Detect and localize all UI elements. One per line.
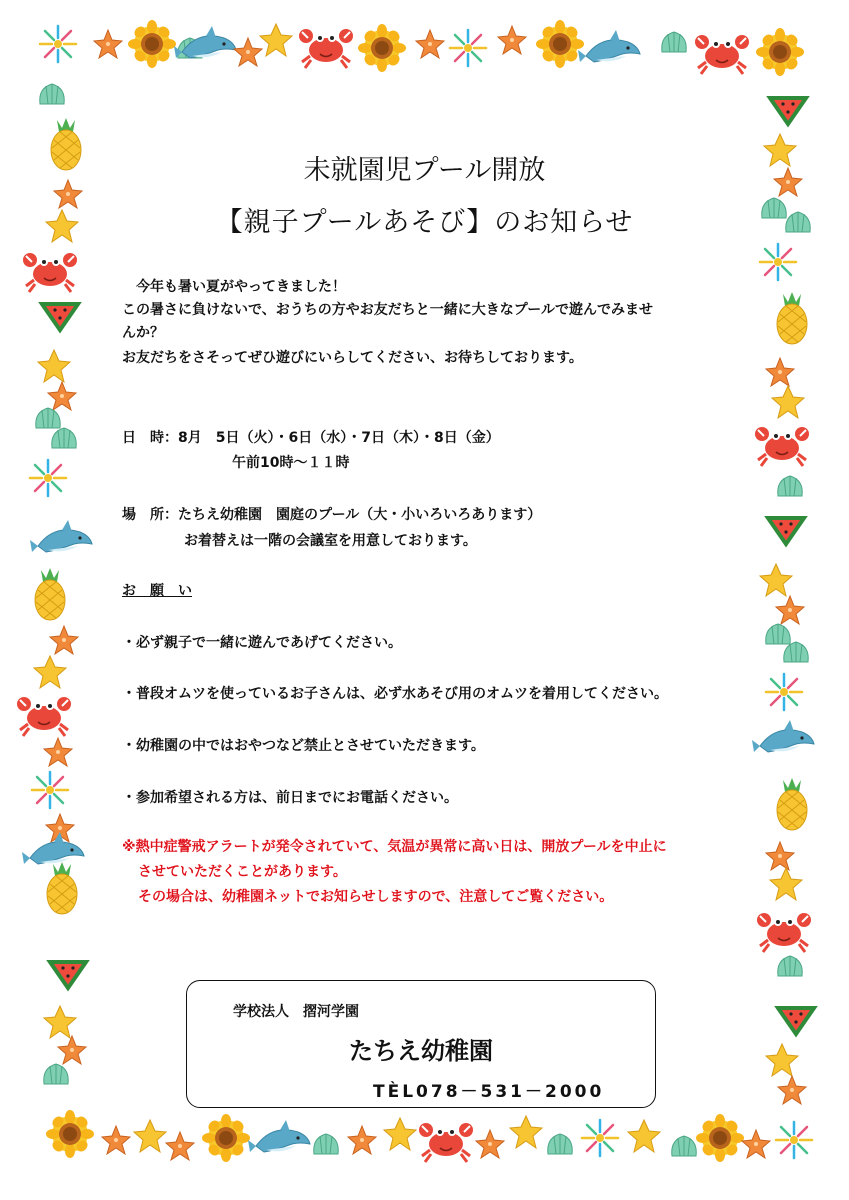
heat-warning-line: その場合は、幼稚園ネットでお知らせしますので、注意してご覧ください。: [138, 889, 614, 905]
intro-line: んか？: [122, 325, 164, 341]
intro-line: 今年も暑い夏がやってきました！: [122, 279, 346, 295]
intro-line: お友だちをさそってぜひ遊びにいらしてください、お待ちしております。: [122, 350, 583, 366]
contact-box: [186, 980, 656, 1108]
request-item: ・幼稚園の中ではおやつなど禁止とさせていただきます。: [122, 738, 485, 754]
heat-warning-line: ※熱中症警戒アラートが発令されていて、気温が異常に高い日は、開放プールを中止に: [122, 839, 667, 855]
request-item: ・普段オムツを使っているお子さんは、必ず水あそび用のオムツを着用してください。: [122, 686, 668, 702]
requests-heading: お 願 い: [122, 583, 192, 599]
place-line: 場 所：たちえ幼稚園 園庭のプール（大・小いろいろあります）: [122, 507, 542, 523]
schedule-time: 午前10時～１１時: [232, 455, 350, 471]
page-subtitle: 【親子プールあそび】のお知らせ: [215, 207, 634, 238]
request-item: ・必ず親子で一緒に遊んであげてください。: [122, 635, 402, 651]
heat-warning-line: させていただくことがあります。: [138, 864, 347, 880]
school-corporation: 学校法人 摺河学園: [233, 1004, 359, 1020]
intro-line: この暑さに負けないで、おうちの方やお友だちと一緒に大きなプールで遊んでみませ: [122, 302, 654, 318]
page-title: 未就園児プール開放: [303, 155, 546, 186]
phone-number: TÈL078－531－2000: [373, 1082, 605, 1102]
school-name: たちえ幼稚園: [349, 1036, 493, 1065]
request-item: ・参加希望される方は、前日までにお電話ください。: [122, 790, 458, 806]
schedule-date: 日 時：8月 5日（火）・6日（水）・7日（木）・8日（金）: [122, 430, 500, 446]
changing-room-note: お着替えは一階の会議室を用意しております。: [184, 533, 477, 549]
